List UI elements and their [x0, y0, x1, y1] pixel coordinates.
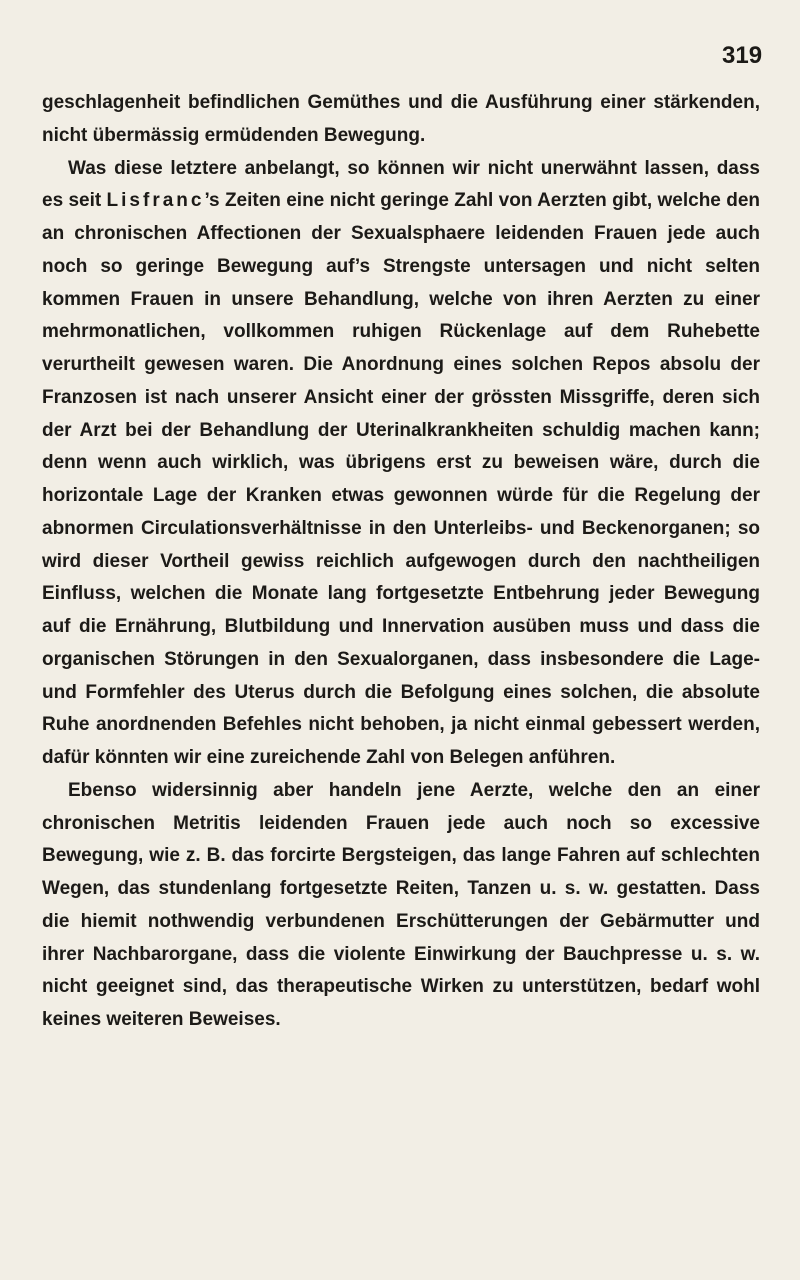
paragraph-2 — [42, 153, 760, 775]
author-name-lisfranc: Lisfranc — [106, 190, 205, 212]
page-number: 319 — [722, 42, 763, 69]
paragraph-2-text-b: ’s Zeiten eine nicht geringe Zahl von Aerzten gibt, welche den an chronischen Affectionen der Sexualsphaere leidenden Frauen jede auch noch so geringe Bewegung auf’s Strengste untersagen und nicht selten kommen Frauen in unsere Behandlung, welche von ihren Aerzten zu einer mehrmonatlichen, vollkommen ruhigen Rückenlage auf dem Ruhebette verurtheilt gewesen waren. Die Anordnung eines solchen Repos absolu der Franzosen ist nach unserer Ansicht einer der grössten Missgriffe, deren sich der Arzt bei der Behandlung der Uterinalkrankheiten schuldig machen kann; denn wenn auch wirklich, was übrigens erst zu beweisen wäre, durch die horizontale Lage der Kranken etwas gewonnen würde für die Regelung der abnormen Circulationsverhältnisse in den Unterleibs- und Beckenorganen; so wird dieser Vortheil gewiss reichlich aufgewogen durch den nachtheiligen Einfluss, welchen die Monate lang fortgesetzte Entbehrung jeder Bewegung auf die Ernährung, Blutbildung und Innervation ausüben muss und dass die organischen Störungen in den Sexualorganen, dass insbesondere die Lage- und Formfehler des Uterus durch die Befolgung eines solchen, die absolute Ruhe anordnenden Befehles nicht behoben, ja nicht einmal gebessert werden, dafür könnten wir eine zureichende Zahl von Belegen anführen. — [42, 190, 760, 768]
paragraph-2-text-a: Was diese letztere anbelangt, so können wir nicht unerwähnt lassen, dass es seit — [42, 157, 760, 212]
paragraph-1-text: geschlagenheit befindlichen Gemüthes und die Ausführung einer stärkenden, nicht übermässig ermüdenden Bewegung. — [42, 92, 760, 146]
paragraph-3-text: Ebenso widersinnig aber handeln jene Aerzte, welche den an einer chronischen Metritis leidenden Frauen jede auch noch so excessive Bewegung, wie z. B. das forcirte Bergsteigen, das lange Fahren auf schlechten Wegen, das stundenlang fortgesetzte Reiten, Tanzen u. s. w. gestatten. Dass die hiemit nothwendig verbundenen Erschütterungen der Gebärmutter und ihrer Nachbarorgane, dass die violente Einwirkung der Bauchpresse u. s. w. nicht geeignet sind, das therapeutische Wirken zu unterstützen, bedarf wohl keines weiteren Beweises. — [42, 779, 760, 1030]
paragraph-1 — [42, 87, 760, 153]
paragraph-3 — [42, 775, 760, 1037]
body-text — [42, 87, 760, 1037]
